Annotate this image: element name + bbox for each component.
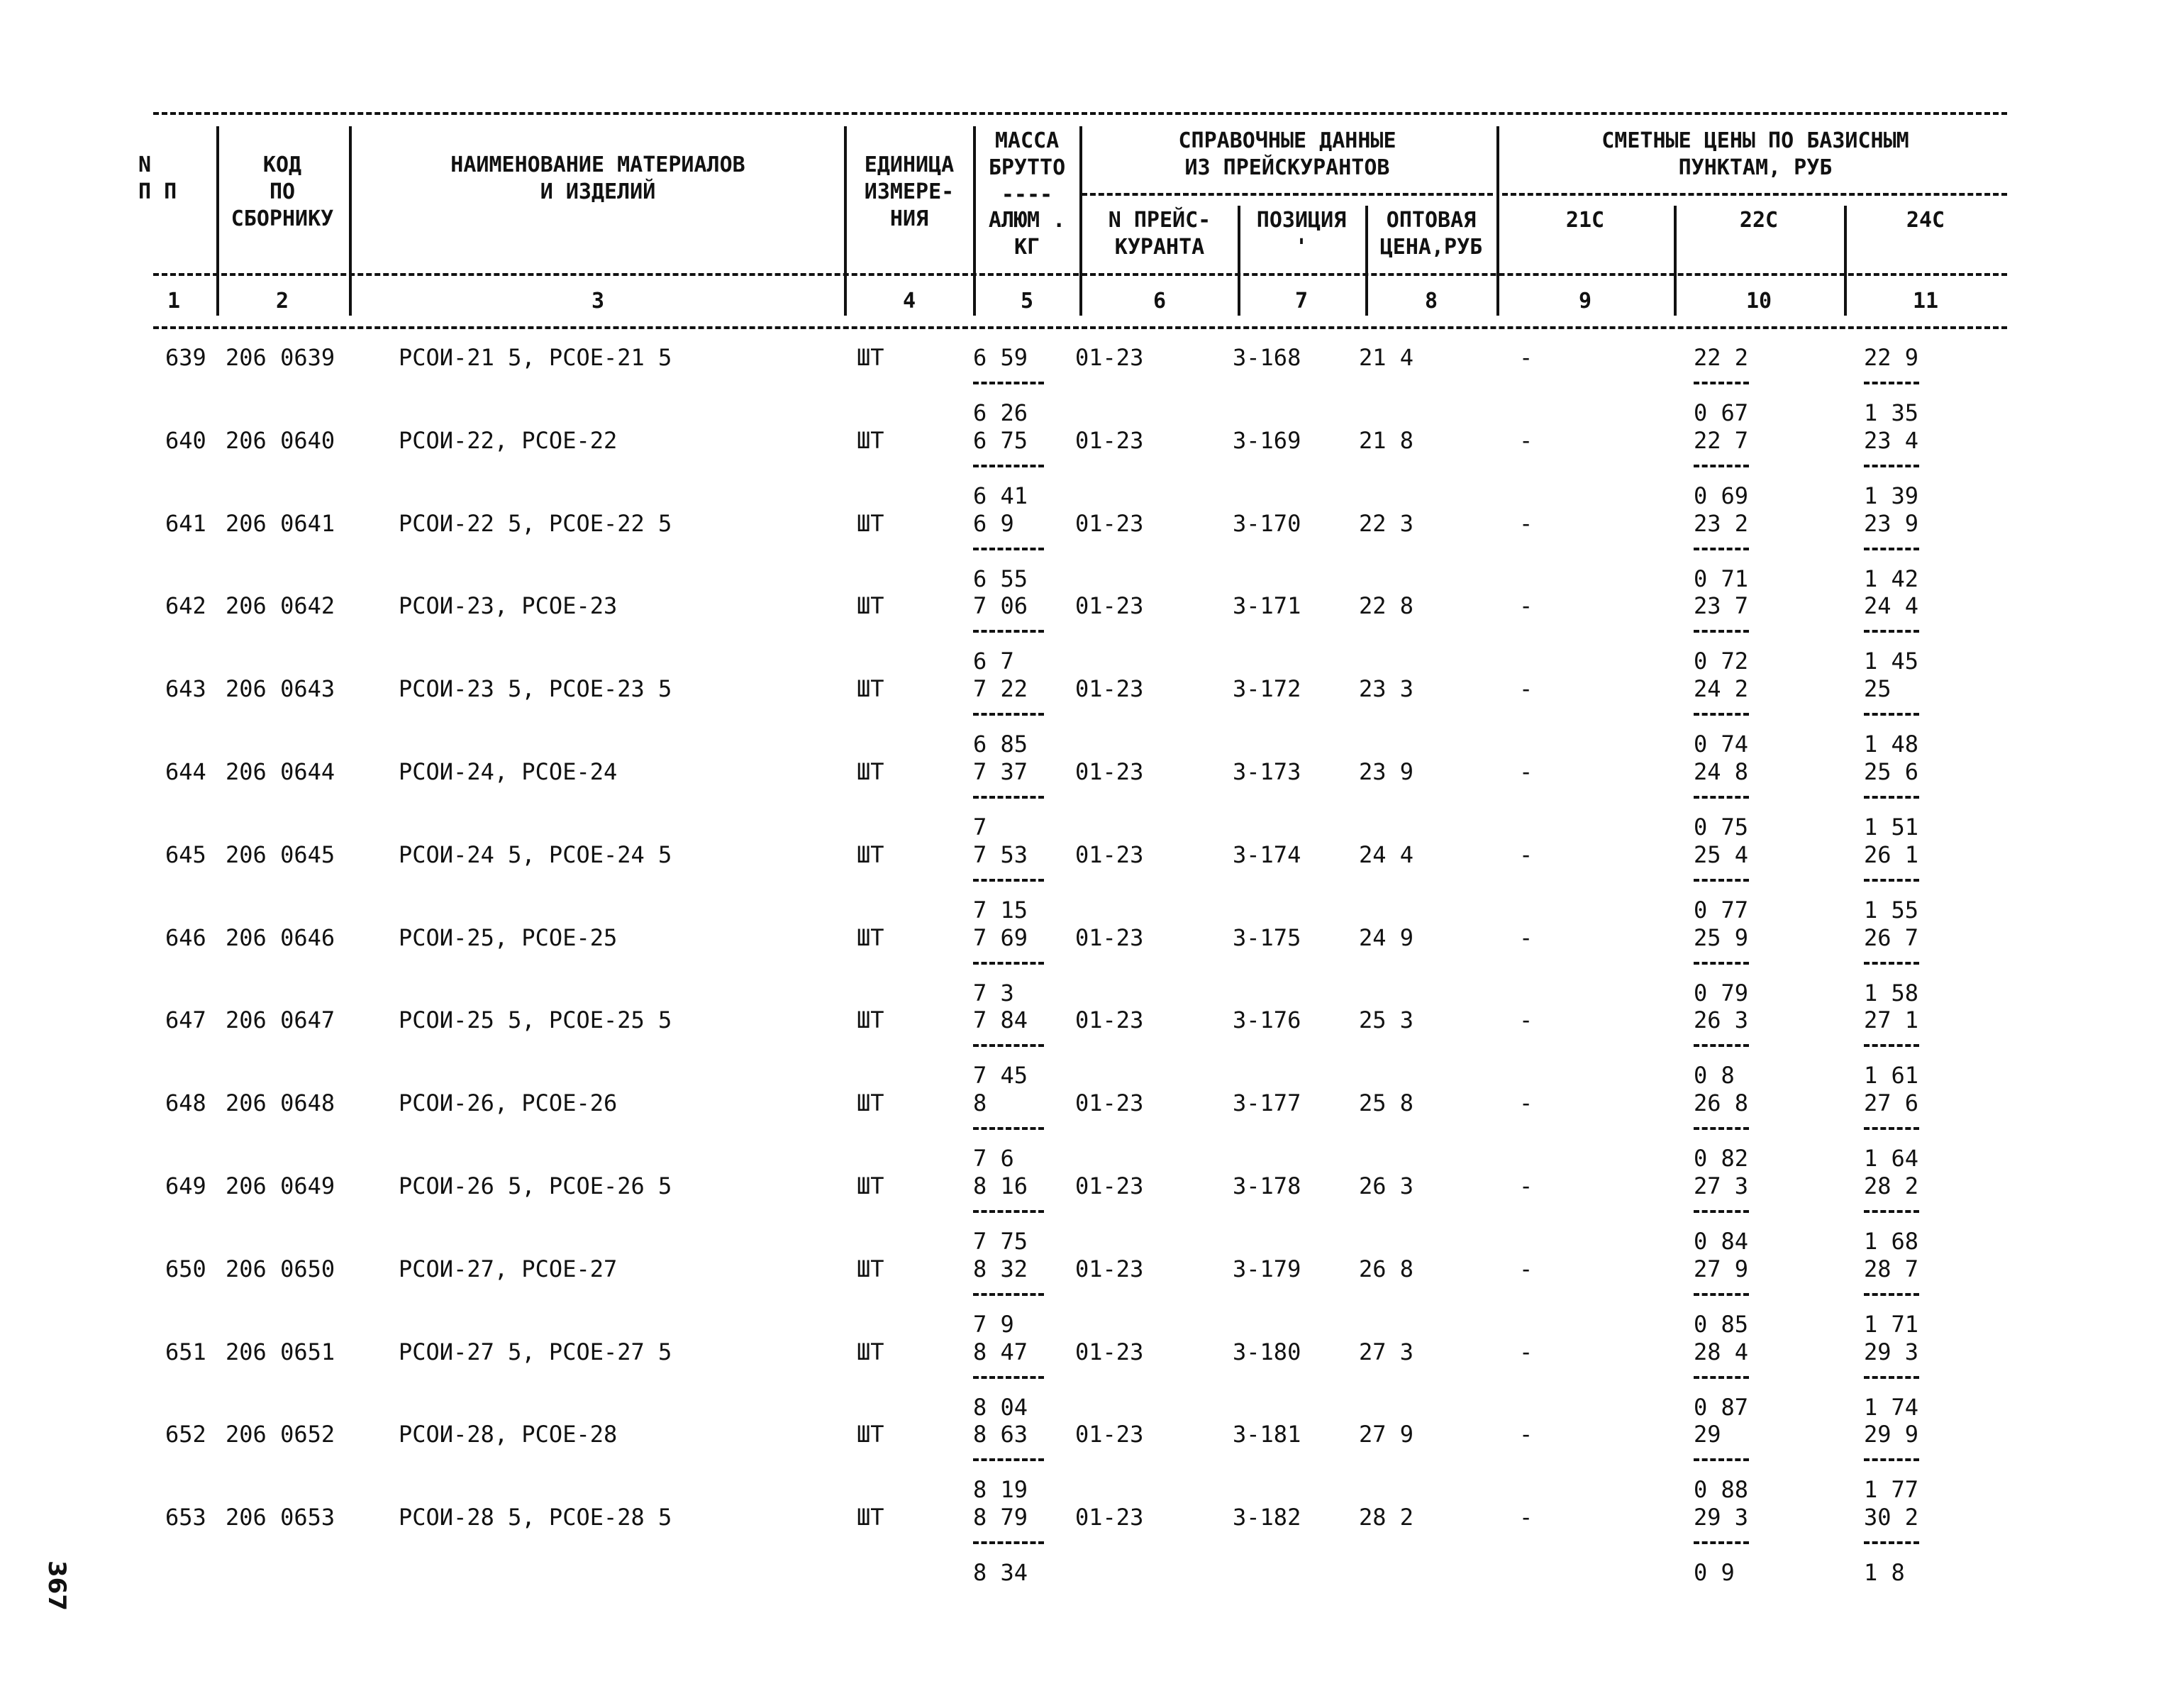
row-price-22c-transport: 0 77 — [1694, 897, 1749, 924]
row-position: 3-173 — [1233, 758, 1301, 785]
row-pricelist: 01-23 — [1075, 924, 1144, 951]
row-position: 3-178 — [1233, 1172, 1301, 1199]
row-price-24c-transport: 1 35 — [1864, 399, 1919, 426]
row-mass: 6 9 — [973, 510, 1014, 537]
row-price-22c: 26 3 — [1694, 1006, 1749, 1033]
row-name: РСОИ-26 5, РСОЕ-26 5 — [399, 1172, 672, 1199]
row-name: РСОИ-28 5, РСОЕ-28 5 — [399, 1504, 672, 1531]
price-24c-rule — [1864, 1541, 1919, 1544]
number-separator — [1365, 284, 1368, 316]
row-wholesale-price: 23 3 — [1359, 675, 1414, 702]
row-price-22c-transport: 0 75 — [1694, 814, 1749, 841]
row-number: 652 — [165, 1421, 206, 1448]
row-code: 206 0639 — [226, 344, 335, 371]
row-price-22c: 23 2 — [1694, 510, 1749, 537]
row-pricelist: 01-23 — [1075, 1006, 1144, 1033]
row-price-24c-transport: 1 8 — [1864, 1559, 1905, 1586]
header-mass: МАССА БРУТТО — [988, 128, 1066, 180]
row-code: 206 0653 — [226, 1504, 335, 1531]
row-mass: 7 53 — [973, 841, 1028, 868]
row-mass: 7 69 — [973, 924, 1028, 951]
column-number-4: 4 — [902, 289, 916, 314]
column-number-3: 3 — [591, 289, 605, 314]
row-position: 3-171 — [1233, 592, 1301, 619]
number-separator — [1079, 284, 1082, 316]
row-price-22c: 22 2 — [1694, 344, 1749, 371]
row-price-22c: 22 7 — [1694, 427, 1749, 454]
price-24c-rule — [1864, 962, 1919, 965]
row-price-22c: 28 4 — [1694, 1338, 1749, 1365]
row-pricelist: 01-23 — [1075, 427, 1144, 454]
row-mass: 8 47 — [973, 1338, 1028, 1365]
row-pricelist: 01-23 — [1075, 1338, 1144, 1365]
row-code: 206 0649 — [226, 1172, 335, 1199]
row-price-21c: - — [1519, 1504, 1533, 1531]
header-pricelist-number: N ПРЕЙС- КУРАНТА — [1108, 208, 1211, 260]
row-code: 206 0651 — [226, 1338, 335, 1365]
row-wholesale-price: 21 8 — [1359, 427, 1414, 454]
row-price-21c: - — [1519, 758, 1533, 785]
row-code: 206 0647 — [226, 1006, 335, 1033]
row-price-21c: - — [1519, 1421, 1533, 1448]
row-price-21c: - — [1519, 510, 1533, 537]
row-name: РСОИ-23, РСОЕ-23 — [399, 592, 618, 619]
row-position: 3-181 — [1233, 1421, 1301, 1448]
row-unit: ШТ — [857, 675, 884, 702]
price-22c-rule — [1694, 1127, 1749, 1130]
row-code: 206 0652 — [226, 1421, 335, 1448]
column-number-9: 9 — [1578, 289, 1592, 314]
row-wholesale-price: 22 8 — [1359, 592, 1414, 619]
mass-fraction-rule — [973, 1293, 1044, 1296]
price-22c-rule — [1694, 1376, 1749, 1379]
price-22c-rule — [1694, 879, 1749, 882]
row-mass-aluminium: 6 26 — [973, 399, 1028, 426]
row-name: РСОИ-22, РСОЕ-22 — [399, 427, 618, 454]
row-number: 642 — [165, 592, 206, 619]
column-number-8: 8 — [1424, 289, 1438, 314]
header-name: НАИМЕНОВАНИЕ МАТЕРИАЛОВ И ИЗДЕЛИЙ — [450, 152, 745, 204]
row-price-21c: - — [1519, 427, 1533, 454]
row-price-21c: - — [1519, 1006, 1533, 1033]
row-unit: ШТ — [857, 841, 884, 868]
price-24c-rule — [1864, 1127, 1919, 1130]
row-price-24c: 23 9 — [1864, 510, 1919, 537]
price-24c-rule — [1864, 382, 1919, 384]
row-wholesale-price: 23 9 — [1359, 758, 1414, 785]
row-wholesale-price: 22 3 — [1359, 510, 1414, 537]
price-24c-rule — [1864, 630, 1919, 633]
row-name: РСОИ-26, РСОЕ-26 — [399, 1089, 618, 1116]
row-price-21c: - — [1519, 1338, 1533, 1365]
number-separator — [1238, 284, 1240, 316]
number-separator — [1844, 284, 1847, 316]
row-mass-aluminium: 7 45 — [973, 1062, 1028, 1089]
price-22c-rule — [1694, 1458, 1749, 1461]
header-wholesale-price: ОПТОВАЯ ЦЕНА,РУБ — [1379, 208, 1483, 260]
row-pricelist: 01-23 — [1075, 592, 1144, 619]
row-price-24c: 27 1 — [1864, 1006, 1919, 1033]
row-number: 640 — [165, 427, 206, 454]
top-rule — [153, 112, 2007, 115]
row-position: 3-174 — [1233, 841, 1301, 868]
row-mass-aluminium: 6 55 — [973, 565, 1028, 592]
row-price-21c: - — [1519, 675, 1533, 702]
mass-fraction-rule — [973, 1127, 1044, 1130]
row-price-24c: 26 7 — [1864, 924, 1919, 951]
row-unit: ШТ — [857, 924, 884, 951]
price-22c-rule — [1694, 1541, 1749, 1544]
mass-fraction-rule — [973, 879, 1044, 882]
row-number: 645 — [165, 841, 206, 868]
row-code: 206 0650 — [226, 1255, 335, 1282]
row-price-22c-transport: 0 74 — [1694, 731, 1749, 758]
row-price-22c-transport: 0 8 — [1694, 1062, 1735, 1089]
row-name: РСОИ-23 5, РСОЕ-23 5 — [399, 675, 672, 702]
header-22c: 22С — [1739, 208, 1779, 233]
row-mass-aluminium: 7 — [973, 814, 987, 841]
row-name: РСОИ-28, РСОЕ-28 — [399, 1421, 618, 1448]
price-24c-rule — [1864, 879, 1919, 882]
row-price-24c: 22 9 — [1864, 344, 1919, 371]
row-number: 647 — [165, 1006, 206, 1033]
row-name: РСОИ-22 5, РСОЕ-22 5 — [399, 510, 672, 537]
mass-fraction-rule — [973, 630, 1044, 633]
header-code: КОД ПО СБОРНИКУ — [230, 152, 334, 231]
row-price-24c-transport: 1 48 — [1864, 731, 1919, 758]
price-22c-rule — [1694, 962, 1749, 965]
row-price-22c: 24 8 — [1694, 758, 1749, 785]
price-22c-rule — [1694, 713, 1749, 716]
row-name: РСОИ-25 5, РСОЕ-25 5 — [399, 1006, 672, 1033]
price-22c-rule — [1694, 1044, 1749, 1047]
mass-fraction-rule — [973, 1376, 1044, 1379]
row-mass-aluminium: 7 3 — [973, 980, 1014, 1006]
row-unit: ШТ — [857, 344, 884, 371]
row-number: 648 — [165, 1089, 206, 1116]
row-mass: 6 75 — [973, 427, 1028, 454]
price-22c-rule — [1694, 1293, 1749, 1296]
number-separator — [973, 284, 976, 316]
price-24c-rule — [1864, 1044, 1919, 1047]
row-pricelist: 01-23 — [1075, 510, 1144, 537]
row-code: 206 0644 — [226, 758, 335, 785]
row-name: РСОИ-24 5, РСОЕ-24 5 — [399, 841, 672, 868]
row-price-22c-transport: 0 88 — [1694, 1476, 1749, 1503]
price-22c-rule — [1694, 630, 1749, 633]
mass-fraction-rule — [973, 1458, 1044, 1461]
price-22c-rule — [1694, 465, 1749, 467]
row-mass: 8 63 — [973, 1421, 1028, 1448]
column-number-2: 2 — [275, 289, 289, 314]
header-position: ПОЗИЦИЯ ' — [1256, 208, 1347, 260]
column-number-5: 5 — [1020, 289, 1034, 314]
row-number: 641 — [165, 510, 206, 537]
row-mass: 7 37 — [973, 758, 1028, 785]
row-wholesale-price: 25 8 — [1359, 1089, 1414, 1116]
row-pricelist: 01-23 — [1075, 1172, 1144, 1199]
row-price-22c-transport: 0 85 — [1694, 1311, 1749, 1338]
row-pricelist: 01-23 — [1075, 1089, 1144, 1116]
number-separator — [349, 284, 352, 316]
row-price-21c: - — [1519, 592, 1533, 619]
column-number-10: 10 — [1745, 289, 1772, 314]
row-price-22c-transport: 0 67 — [1694, 399, 1749, 426]
row-price-21c: - — [1519, 1172, 1533, 1199]
row-position: 3-175 — [1233, 924, 1301, 951]
row-name: РСОИ-24, РСОЕ-24 — [399, 758, 618, 785]
row-mass-aluminium: 8 04 — [973, 1394, 1028, 1421]
row-unit: ШТ — [857, 758, 884, 785]
column-number-7: 7 — [1294, 289, 1309, 314]
number-separator — [1674, 284, 1677, 316]
header-mass-alum: АЛЮМ . КГ — [988, 208, 1066, 260]
row-price-21c: - — [1519, 1255, 1533, 1282]
row-position: 3-169 — [1233, 427, 1301, 454]
price-22c-rule — [1694, 796, 1749, 799]
row-price-22c-transport: 0 79 — [1694, 980, 1749, 1006]
row-mass-aluminium: 8 19 — [973, 1476, 1028, 1503]
row-pricelist: 01-23 — [1075, 675, 1144, 702]
row-number: 639 — [165, 344, 206, 371]
row-mass-aluminium: 7 9 — [973, 1311, 1014, 1338]
row-number: 651 — [165, 1338, 206, 1365]
row-price-24c-transport: 1 51 — [1864, 814, 1919, 841]
row-price-24c: 25 — [1864, 675, 1892, 702]
mass-fraction-rule — [973, 465, 1044, 467]
row-name: РСОИ-27, РСОЕ-27 — [399, 1255, 618, 1282]
row-unit: ШТ — [857, 1255, 884, 1282]
row-price-24c-transport: 1 77 — [1864, 1476, 1919, 1503]
row-price-22c-transport: 0 87 — [1694, 1394, 1749, 1421]
row-unit: ШТ — [857, 427, 884, 454]
row-wholesale-price: 24 4 — [1359, 841, 1414, 868]
row-name: РСОИ-25, РСОЕ-25 — [399, 924, 618, 951]
row-pricelist: 01-23 — [1075, 344, 1144, 371]
row-name: РСОИ-27 5, РСОЕ-27 5 — [399, 1338, 672, 1365]
row-code: 206 0646 — [226, 924, 335, 951]
price-24c-rule — [1864, 1210, 1919, 1213]
row-pricelist: 01-23 — [1075, 1255, 1144, 1282]
row-price-24c: 29 9 — [1864, 1421, 1919, 1448]
row-price-21c: - — [1519, 924, 1533, 951]
row-code: 206 0642 — [226, 592, 335, 619]
row-price-22c: 27 3 — [1694, 1172, 1749, 1199]
row-number: 650 — [165, 1255, 206, 1282]
row-position: 3-177 — [1233, 1089, 1301, 1116]
price-22c-rule — [1694, 382, 1749, 384]
header-mass-separator: ---- — [1001, 182, 1053, 207]
price-22c-rule — [1694, 1210, 1749, 1213]
mass-fraction-rule — [973, 1210, 1044, 1213]
row-wholesale-price: 26 8 — [1359, 1255, 1414, 1282]
row-price-24c: 23 4 — [1864, 427, 1919, 454]
row-price-24c-transport: 1 68 — [1864, 1228, 1919, 1255]
mass-fraction-rule — [973, 962, 1044, 965]
row-wholesale-price: 27 3 — [1359, 1338, 1414, 1365]
row-price-24c: 26 1 — [1864, 841, 1919, 868]
row-price-22c: 25 9 — [1694, 924, 1749, 951]
row-pricelist: 01-23 — [1075, 841, 1144, 868]
page-number: 367 — [43, 1560, 71, 1611]
row-price-24c-transport: 1 39 — [1864, 482, 1919, 509]
row-mass-aluminium: 6 7 — [973, 648, 1014, 675]
row-code: 206 0640 — [226, 427, 335, 454]
price-24c-rule — [1864, 1293, 1919, 1296]
row-position: 3-182 — [1233, 1504, 1301, 1531]
row-position: 3-168 — [1233, 344, 1301, 371]
row-price-24c: 25 6 — [1864, 758, 1919, 785]
row-price-22c: 27 9 — [1694, 1255, 1749, 1282]
row-price-24c-transport: 1 61 — [1864, 1062, 1919, 1089]
row-price-22c-transport: 0 72 — [1694, 648, 1749, 675]
column-number-11: 11 — [1912, 289, 1939, 314]
row-price-24c: 29 3 — [1864, 1338, 1919, 1365]
header-number: N П П — [138, 152, 177, 204]
row-price-24c-transport: 1 71 — [1864, 1311, 1919, 1338]
header-reference-group: СПРАВОЧНЫЕ ДАННЫЕ ИЗ ПРЕЙСКУРАНТОВ — [1178, 128, 1396, 180]
row-unit: ШТ — [857, 1006, 884, 1033]
price-24c-rule — [1864, 796, 1919, 799]
row-mass: 7 06 — [973, 592, 1028, 619]
row-price-24c: 28 2 — [1864, 1172, 1919, 1199]
row-number: 653 — [165, 1504, 206, 1531]
row-price-21c: - — [1519, 1089, 1533, 1116]
number-separator — [844, 284, 847, 316]
row-unit: ШТ — [857, 1421, 884, 1448]
row-wholesale-price: 21 4 — [1359, 344, 1414, 371]
row-price-22c-transport: 0 82 — [1694, 1145, 1749, 1172]
header-price-group: СМЕТНЫЕ ЦЕНЫ ПО БАЗИСНЫМ ПУНКТАМ, РУБ — [1601, 128, 1909, 180]
header-21c: 21С — [1565, 208, 1605, 233]
row-mass-aluminium: 6 41 — [973, 482, 1028, 509]
row-price-24c: 28 7 — [1864, 1255, 1919, 1282]
row-price-22c-transport: 0 9 — [1694, 1559, 1735, 1586]
row-wholesale-price: 25 3 — [1359, 1006, 1414, 1033]
row-mass: 8 — [973, 1089, 987, 1116]
row-number: 644 — [165, 758, 206, 785]
row-mass-aluminium: 7 6 — [973, 1145, 1014, 1172]
row-unit: ШТ — [857, 1172, 884, 1199]
column-number-1: 1 — [167, 289, 181, 314]
row-mass: 7 22 — [973, 675, 1028, 702]
row-unit: ШТ — [857, 1089, 884, 1116]
row-price-22c-transport: 0 71 — [1694, 565, 1749, 592]
row-price-22c-transport: 0 69 — [1694, 482, 1749, 509]
row-position: 3-170 — [1233, 510, 1301, 537]
row-price-24c: 27 6 — [1864, 1089, 1919, 1116]
row-price-22c: 29 3 — [1694, 1504, 1749, 1531]
row-price-22c: 25 4 — [1694, 841, 1749, 868]
row-wholesale-price: 27 9 — [1359, 1421, 1414, 1448]
row-mass-aluminium: 8 34 — [973, 1559, 1028, 1586]
row-price-22c: 26 8 — [1694, 1089, 1749, 1116]
row-position: 3-172 — [1233, 675, 1301, 702]
row-pricelist: 01-23 — [1075, 758, 1144, 785]
row-mass: 8 79 — [973, 1504, 1028, 1531]
row-price-24c-transport: 1 45 — [1864, 648, 1919, 675]
row-unit: ШТ — [857, 510, 884, 537]
row-mass: 7 84 — [973, 1006, 1028, 1033]
row-number: 643 — [165, 675, 206, 702]
row-price-22c: 23 7 — [1694, 592, 1749, 619]
row-price-22c: 24 2 — [1694, 675, 1749, 702]
price-group-rule — [1502, 193, 2007, 196]
mass-fraction-rule — [973, 382, 1044, 384]
column-number-6: 6 — [1152, 289, 1167, 314]
number-separator — [1496, 284, 1499, 316]
row-price-24c-transport: 1 64 — [1864, 1145, 1919, 1172]
row-price-24c-transport: 1 74 — [1864, 1394, 1919, 1421]
row-unit: ШТ — [857, 1338, 884, 1365]
row-price-24c: 24 4 — [1864, 592, 1919, 619]
price-24c-rule — [1864, 548, 1919, 550]
row-code: 206 0641 — [226, 510, 335, 537]
price-24c-rule — [1864, 1458, 1919, 1461]
row-mass: 8 16 — [973, 1172, 1028, 1199]
row-price-24c-transport: 1 58 — [1864, 980, 1919, 1006]
row-price-22c: 29 — [1694, 1421, 1721, 1448]
row-mass: 6 59 — [973, 344, 1028, 371]
row-wholesale-price: 26 3 — [1359, 1172, 1414, 1199]
reference-group-rule — [1082, 193, 1493, 196]
row-mass-aluminium: 7 75 — [973, 1228, 1028, 1255]
row-mass-aluminium: 6 85 — [973, 731, 1028, 758]
row-unit: ШТ — [857, 1504, 884, 1531]
header-numbers-rule — [153, 326, 2007, 329]
mass-fraction-rule — [973, 548, 1044, 550]
mass-fraction-rule — [973, 1044, 1044, 1047]
mass-fraction-rule — [973, 713, 1044, 716]
row-price-22c-transport: 0 84 — [1694, 1228, 1749, 1255]
row-code: 206 0648 — [226, 1089, 335, 1116]
price-22c-rule — [1694, 548, 1749, 550]
row-price-24c-transport: 1 42 — [1864, 565, 1919, 592]
header-24c: 24С — [1906, 208, 1945, 233]
row-number: 646 — [165, 924, 206, 951]
row-position: 3-179 — [1233, 1255, 1301, 1282]
row-pricelist: 01-23 — [1075, 1421, 1144, 1448]
row-price-21c: - — [1519, 841, 1533, 868]
row-code: 206 0643 — [226, 675, 335, 702]
row-position: 3-176 — [1233, 1006, 1301, 1033]
mass-fraction-rule — [973, 796, 1044, 799]
row-name: РСОИ-21 5, РСОЕ-21 5 — [399, 344, 672, 371]
row-number: 649 — [165, 1172, 206, 1199]
price-24c-rule — [1864, 465, 1919, 467]
row-wholesale-price: 28 2 — [1359, 1504, 1414, 1531]
row-price-24c: 30 2 — [1864, 1504, 1919, 1531]
number-separator — [216, 284, 219, 316]
price-24c-rule — [1864, 1376, 1919, 1379]
row-mass: 8 32 — [973, 1255, 1028, 1282]
mass-fraction-rule — [973, 1541, 1044, 1544]
price-24c-rule — [1864, 713, 1919, 716]
row-position: 3-180 — [1233, 1338, 1301, 1365]
header-unit: ЕДИНИЦА ИЗМЕРЕ- НИЯ — [864, 152, 955, 231]
row-price-24c-transport: 1 55 — [1864, 897, 1919, 924]
row-pricelist: 01-23 — [1075, 1504, 1144, 1531]
row-wholesale-price: 24 9 — [1359, 924, 1414, 951]
row-price-21c: - — [1519, 344, 1533, 371]
row-mass-aluminium: 7 15 — [973, 897, 1028, 924]
row-code: 206 0645 — [226, 841, 335, 868]
row-unit: ШТ — [857, 592, 884, 619]
